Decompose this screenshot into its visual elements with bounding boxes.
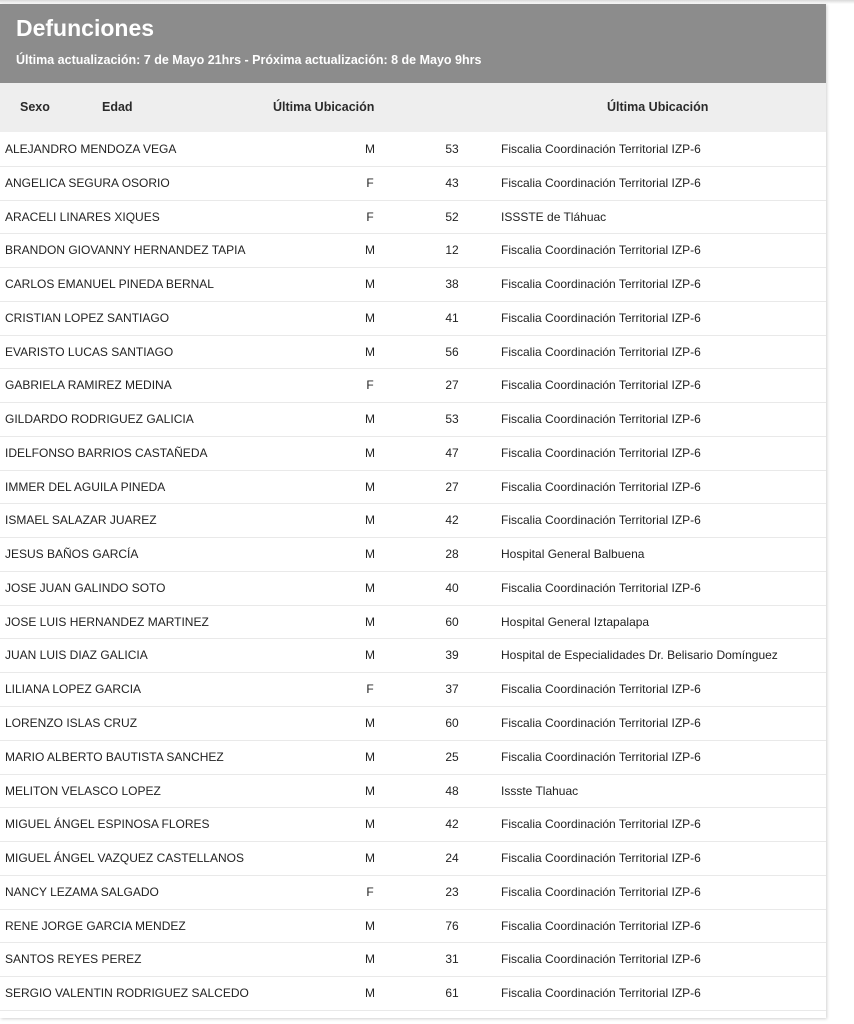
ubicacion-cell: Fiscalia Coordinación Territorial IZP-6 xyxy=(501,243,701,258)
sexo-cell: M xyxy=(365,412,375,427)
name-cell: RENE JORGE GARCIA MENDEZ xyxy=(5,918,186,933)
ubicacion-cell: Hospital de Especialidades Dr. Belisario Domínguez xyxy=(501,648,778,663)
table-row[interactable] xyxy=(0,977,826,1011)
sexo-cell: M xyxy=(365,445,375,460)
table-header xyxy=(0,83,826,132)
table-row[interactable] xyxy=(0,268,826,302)
name-cell: GILDARDO RODRIGUEZ GALICIA xyxy=(5,412,194,427)
edad-cell: 40 xyxy=(445,580,459,595)
sexo-cell: M xyxy=(365,918,375,933)
ubicacion-cell: Hospital General Balbuena xyxy=(501,547,645,562)
name-cell: NANCY LEZAMA SALGADO xyxy=(5,884,159,899)
sexo-cell: M xyxy=(365,243,375,258)
ubicacion-cell: Fiscalia Coordinación Territorial IZP-6 xyxy=(501,412,701,427)
sexo-cell: M xyxy=(365,817,375,832)
ubicacion-cell: ISSSTE de Tláhuac xyxy=(501,209,607,224)
name-cell: LILIANA LOPEZ GARCIA xyxy=(5,682,142,697)
column-header-ultima-ubicacion-2[interactable]: Última Ubicación xyxy=(607,100,709,114)
ubicacion-cell: Fiscalia Coordinación Territorial IZP-6 xyxy=(501,817,701,832)
table-row[interactable] xyxy=(0,403,826,437)
sexo-cell: M xyxy=(365,479,375,494)
sexo-cell: M xyxy=(365,952,375,967)
edad-cell: 42 xyxy=(445,513,459,528)
table-row[interactable] xyxy=(0,133,826,167)
edad-cell: 48 xyxy=(445,783,459,798)
edad-cell: 53 xyxy=(445,142,459,156)
page-title: Defunciones xyxy=(16,15,155,41)
name-cell: JESUS BAÑOS GARCÍA xyxy=(5,547,139,562)
edad-cell: 56 xyxy=(445,344,459,359)
table-row[interactable] xyxy=(0,336,826,370)
sexo-cell: M xyxy=(365,851,375,866)
name-cell: ISMAEL SALAZAR JUAREZ xyxy=(5,513,157,528)
name-cell: JOSE LUIS HERNANDEZ MARTINEZ xyxy=(5,614,209,629)
column-header-ultima-ubicacion[interactable]: Última Ubicación xyxy=(273,100,375,114)
sexo-cell: F xyxy=(366,378,374,393)
ubicacion-cell: Fiscalia Coordinación Territorial IZP-6 xyxy=(501,344,701,359)
edad-cell: 76 xyxy=(445,918,459,933)
sexo-cell: M xyxy=(365,716,375,731)
ubicacion-cell: Fiscalia Coordinación Territorial IZP-6 xyxy=(501,479,701,494)
table-row[interactable] xyxy=(0,201,826,235)
update-info: Última actualización: 7 de Mayo 21hrs - Próxima actualización: 8 de Mayo 9hrs xyxy=(16,53,482,67)
sexo-cell: F xyxy=(366,175,374,190)
edad-cell: 43 xyxy=(445,175,459,190)
table-row[interactable] xyxy=(0,471,826,505)
sexo-cell: M xyxy=(365,310,375,325)
edad-cell: 24 xyxy=(445,851,459,866)
sexo-cell: F xyxy=(366,682,374,697)
edad-cell: 39 xyxy=(445,648,459,663)
ubicacion-cell: Fiscalia Coordinación Territorial IZP-6 xyxy=(501,580,701,595)
ubicacion-cell: Fiscalia Coordinación Territorial IZP-6 xyxy=(501,513,701,528)
edad-cell: 31 xyxy=(445,952,459,967)
name-cell: MARIO ALBERTO BAUTISTA SANCHEZ xyxy=(5,749,224,764)
sexo-cell: M xyxy=(365,986,375,1001)
sexo-cell: M xyxy=(365,749,375,764)
ubicacion-cell: Fiscalia Coordinación Territorial IZP-6 xyxy=(501,682,701,697)
sexo-cell: M xyxy=(365,344,375,359)
ubicacion-cell: Fiscalia Coordinación Territorial IZP-6 xyxy=(501,884,701,899)
table-row[interactable] xyxy=(0,910,826,944)
sexo-cell: M xyxy=(365,783,375,798)
name-cell: BRANDON GIOVANNY HERNANDEZ TAPIA xyxy=(5,243,246,258)
table-row[interactable] xyxy=(0,842,826,876)
table-row[interactable] xyxy=(0,741,826,775)
sexo-cell: M xyxy=(365,648,375,663)
table-row[interactable] xyxy=(0,606,826,640)
name-cell: ANGELICA SEGURA OSORIO xyxy=(5,175,170,190)
name-cell: SERGIO VALENTIN RODRIGUEZ SALCEDO xyxy=(5,986,249,1001)
ubicacion-cell: Fiscalia Coordinación Territorial IZP-6 xyxy=(501,986,701,1001)
sexo-cell: M xyxy=(365,142,375,156)
table-row[interactable] xyxy=(0,234,826,268)
sexo-cell: F xyxy=(366,209,374,224)
table-row[interactable] xyxy=(0,707,826,741)
name-cell: MIGUEL ÁNGEL VAZQUEZ CASTELLANOS xyxy=(5,851,244,866)
name-cell: IMMER DEL AGUILA PINEDA xyxy=(5,479,166,494)
table-row[interactable] xyxy=(0,437,826,471)
edad-cell: 23 xyxy=(445,884,459,899)
edad-cell: 37 xyxy=(445,682,459,697)
ubicacion-cell: Issste Tlahuac xyxy=(501,783,579,798)
edad-cell: 53 xyxy=(445,412,459,427)
ubicacion-cell: Fiscalia Coordinación Territorial IZP-6 xyxy=(501,851,701,866)
table-row[interactable] xyxy=(0,639,826,673)
table-row[interactable] xyxy=(0,504,826,538)
edad-cell: 60 xyxy=(445,716,459,731)
table-row[interactable] xyxy=(0,369,826,403)
ubicacion-cell: Fiscalia Coordinación Territorial IZP-6 xyxy=(501,175,701,190)
edad-cell: 12 xyxy=(445,243,459,258)
sexo-cell: M xyxy=(365,614,375,629)
edad-cell: 60 xyxy=(445,614,459,629)
column-header-edad[interactable]: Edad xyxy=(102,100,133,114)
name-cell: IDELFONSO BARRIOS CASTAÑEDA xyxy=(5,445,208,460)
ubicacion-cell: Fiscalia Coordinación Territorial IZP-6 xyxy=(501,142,701,156)
ubicacion-cell: Fiscalia Coordinación Territorial IZP-6 xyxy=(501,749,701,764)
edad-cell: 47 xyxy=(445,445,459,460)
edad-cell: 27 xyxy=(445,378,459,393)
name-cell: ARACELI LINARES XIQUES xyxy=(5,209,160,224)
table-row[interactable] xyxy=(0,673,826,707)
name-cell: MIGUEL ÁNGEL ESPINOSA FLORES xyxy=(5,817,210,832)
ubicacion-cell: Fiscalia Coordinación Territorial IZP-6 xyxy=(501,952,701,967)
name-cell: ALEJANDRO MENDOZA VEGA xyxy=(5,142,177,156)
column-header-sexo[interactable]: Sexo xyxy=(20,100,50,114)
edad-cell: 41 xyxy=(445,310,459,325)
sexo-cell: M xyxy=(365,513,375,528)
sexo-cell: F xyxy=(366,884,374,899)
name-cell: JOSE JUAN GALINDO SOTO xyxy=(5,580,166,595)
ubicacion-cell: Fiscalia Coordinación Territorial IZP-6 xyxy=(501,277,701,292)
name-cell: MELITON VELASCO LOPEZ xyxy=(5,783,161,798)
table-row[interactable] xyxy=(0,538,826,572)
table-row[interactable] xyxy=(0,167,826,201)
table-row[interactable] xyxy=(0,943,826,977)
panel-header xyxy=(0,4,826,83)
ubicacion-cell: Fiscalia Coordinación Territorial IZP-6 xyxy=(501,445,701,460)
name-cell: LORENZO ISLAS CRUZ xyxy=(5,716,138,731)
table-row[interactable] xyxy=(0,775,826,809)
defunciones-panel xyxy=(0,4,826,1018)
name-cell: GABRIELA RAMIREZ MEDINA xyxy=(5,378,172,393)
name-cell: EVARISTO LUCAS SANTIAGO xyxy=(5,344,174,359)
edad-cell: 25 xyxy=(445,749,459,764)
name-cell: CRISTIAN LOPEZ SANTIAGO xyxy=(5,310,170,325)
sexo-cell: M xyxy=(365,277,375,292)
edad-cell: 38 xyxy=(445,277,459,292)
edad-cell: 28 xyxy=(445,547,459,562)
edad-cell: 42 xyxy=(445,817,459,832)
sexo-cell: M xyxy=(365,580,375,595)
name-cell: JUAN LUIS DIAZ GALICIA xyxy=(5,648,148,663)
table-row[interactable] xyxy=(0,572,826,606)
sexo-cell: M xyxy=(365,547,375,562)
edad-cell: 61 xyxy=(445,986,459,1001)
ubicacion-cell: Hospital General Iztapalapa xyxy=(501,614,650,629)
name-cell: CARLOS EMANUEL PINEDA BERNAL xyxy=(5,277,214,292)
edad-cell: 27 xyxy=(445,479,459,494)
table-body xyxy=(0,133,826,1011)
ubicacion-cell: Fiscalia Coordinación Territorial IZP-6 xyxy=(501,918,701,933)
ubicacion-cell: Fiscalia Coordinación Territorial IZP-6 xyxy=(501,310,701,325)
ubicacion-cell: Fiscalia Coordinación Territorial IZP-6 xyxy=(501,716,701,731)
edad-cell: 52 xyxy=(445,209,459,224)
table-row[interactable] xyxy=(0,876,826,910)
name-cell: SANTOS REYES PEREZ xyxy=(5,952,142,967)
table-row[interactable] xyxy=(0,808,826,842)
ubicacion-cell: Fiscalia Coordinación Territorial IZP-6 xyxy=(501,378,701,393)
table-row[interactable] xyxy=(0,302,826,336)
